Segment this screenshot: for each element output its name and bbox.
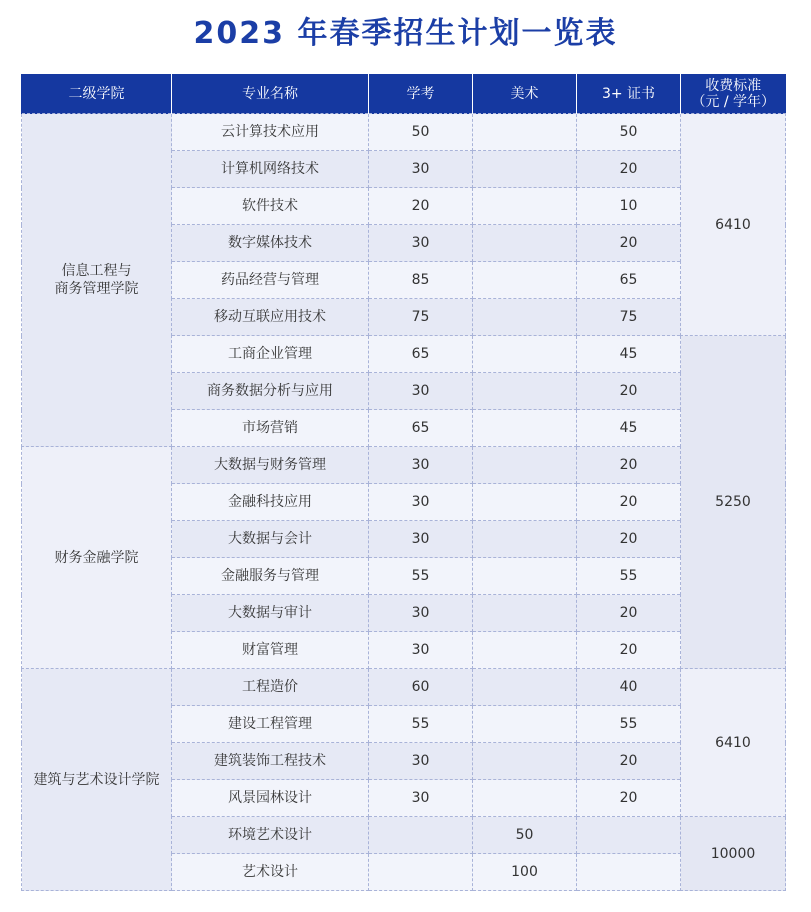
major-cell: 计算机网络技术 xyxy=(172,151,369,188)
meishu-cell xyxy=(473,262,577,299)
header-fee-line2: （元 / 学年） xyxy=(691,93,776,110)
xuekao-cell xyxy=(369,854,473,891)
cert-cell: 20 xyxy=(577,225,681,262)
meishu-cell xyxy=(473,743,577,780)
cert-cell xyxy=(577,817,681,854)
major-cell: 药品经营与管理 xyxy=(172,262,369,299)
major-cell: 移动互联应用技术 xyxy=(172,299,369,336)
college-name: 建筑与艺术设计学院 xyxy=(33,771,160,788)
meishu-cell xyxy=(473,669,577,706)
table-header-row xyxy=(22,74,786,114)
cert-cell: 20 xyxy=(577,151,681,188)
major-cell: 风景园林设计 xyxy=(172,780,369,817)
meishu-cell xyxy=(473,299,577,336)
meishu-cell xyxy=(473,706,577,743)
cert-cell: 20 xyxy=(577,521,681,558)
cert-cell: 55 xyxy=(577,558,681,595)
table-row xyxy=(22,447,786,484)
xuekao-cell: 30 xyxy=(369,447,473,484)
major-cell: 大数据与财务管理 xyxy=(172,447,369,484)
college-cell xyxy=(22,447,172,669)
cert-cell: 20 xyxy=(577,743,681,780)
xuekao-cell: 30 xyxy=(369,484,473,521)
header-fee-line1: 收费标准 xyxy=(705,77,762,94)
xuekao-cell: 75 xyxy=(369,299,473,336)
xuekao-cell: 85 xyxy=(369,262,473,299)
fee-cell: 10000 xyxy=(681,817,786,891)
major-cell: 商务数据分析与应用 xyxy=(172,373,369,410)
meishu-cell xyxy=(473,595,577,632)
cert-cell: 65 xyxy=(577,262,681,299)
header-fee xyxy=(681,74,786,114)
meishu-cell: 100 xyxy=(473,854,577,891)
meishu-cell xyxy=(473,151,577,188)
cert-cell: 20 xyxy=(577,595,681,632)
xuekao-cell: 20 xyxy=(369,188,473,225)
xuekao-cell: 30 xyxy=(369,632,473,669)
meishu-cell xyxy=(473,225,577,262)
cert-cell: 20 xyxy=(577,447,681,484)
cert-cell: 45 xyxy=(577,336,681,373)
meishu-cell: 50 xyxy=(473,817,577,854)
college-cell xyxy=(22,669,172,891)
major-cell: 大数据与会计 xyxy=(172,521,369,558)
major-cell: 工程造价 xyxy=(172,669,369,706)
xuekao-cell: 30 xyxy=(369,780,473,817)
cert-cell: 75 xyxy=(577,299,681,336)
major-cell: 金融科技应用 xyxy=(172,484,369,521)
meishu-cell xyxy=(473,188,577,225)
meishu-cell xyxy=(473,114,577,151)
meishu-cell xyxy=(473,410,577,447)
meishu-cell xyxy=(473,780,577,817)
xuekao-cell: 65 xyxy=(369,410,473,447)
enrollment-table xyxy=(21,74,786,891)
college-name: 商务管理学院 xyxy=(54,281,139,297)
meishu-cell xyxy=(473,484,577,521)
header-cert: 3+ 证书 xyxy=(577,74,681,114)
fee-cell: 6410 xyxy=(681,114,786,336)
fee-cell: 6410 xyxy=(681,669,786,817)
xuekao-cell: 30 xyxy=(369,373,473,410)
cert-cell: 20 xyxy=(577,632,681,669)
header-major: 专业名称 xyxy=(172,74,369,114)
cert-cell: 20 xyxy=(577,780,681,817)
xuekao-cell: 55 xyxy=(369,558,473,595)
major-cell: 工商企业管理 xyxy=(172,336,369,373)
xuekao-cell: 30 xyxy=(369,595,473,632)
cert-cell: 10 xyxy=(577,188,681,225)
meishu-cell xyxy=(473,632,577,669)
cert-cell: 55 xyxy=(577,706,681,743)
table-row xyxy=(22,669,786,706)
xuekao-cell: 50 xyxy=(369,114,473,151)
major-cell: 财富管理 xyxy=(172,632,369,669)
meishu-cell xyxy=(473,521,577,558)
major-cell: 大数据与审计 xyxy=(172,595,369,632)
page-title: 2023 年春季招生计划一览表 xyxy=(193,16,618,51)
cert-cell: 40 xyxy=(577,669,681,706)
cert-cell: 50 xyxy=(577,114,681,151)
meishu-cell xyxy=(473,373,577,410)
major-cell: 艺术设计 xyxy=(172,854,369,891)
fee-cell: 5250 xyxy=(681,336,786,669)
major-cell: 云计算技术应用 xyxy=(172,114,369,151)
header-college: 二级学院 xyxy=(22,74,172,114)
college-cell xyxy=(22,114,172,447)
xuekao-cell: 30 xyxy=(369,521,473,558)
header-xuekao: 学考 xyxy=(369,74,473,114)
major-cell: 数字媒体技术 xyxy=(172,225,369,262)
college-name: 信息工程与 xyxy=(61,263,132,279)
college-name: 财务金融学院 xyxy=(54,549,139,566)
xuekao-cell: 65 xyxy=(369,336,473,373)
cert-cell xyxy=(577,854,681,891)
xuekao-cell: 30 xyxy=(369,151,473,188)
major-cell: 市场营销 xyxy=(172,410,369,447)
major-cell: 软件技术 xyxy=(172,188,369,225)
xuekao-cell xyxy=(369,817,473,854)
cert-cell: 45 xyxy=(577,410,681,447)
major-cell: 环境艺术设计 xyxy=(172,817,369,854)
meishu-cell xyxy=(473,336,577,373)
cert-cell: 20 xyxy=(577,373,681,410)
major-cell: 建设工程管理 xyxy=(172,706,369,743)
header-meishu: 美术 xyxy=(473,74,577,114)
major-cell: 金融服务与管理 xyxy=(172,558,369,595)
meishu-cell xyxy=(473,447,577,484)
xuekao-cell: 30 xyxy=(369,225,473,262)
xuekao-cell: 55 xyxy=(369,706,473,743)
table-row xyxy=(22,114,786,151)
meishu-cell xyxy=(473,558,577,595)
xuekao-cell: 30 xyxy=(369,743,473,780)
major-cell: 建筑装饰工程技术 xyxy=(172,743,369,780)
xuekao-cell: 60 xyxy=(369,669,473,706)
cert-cell: 20 xyxy=(577,484,681,521)
